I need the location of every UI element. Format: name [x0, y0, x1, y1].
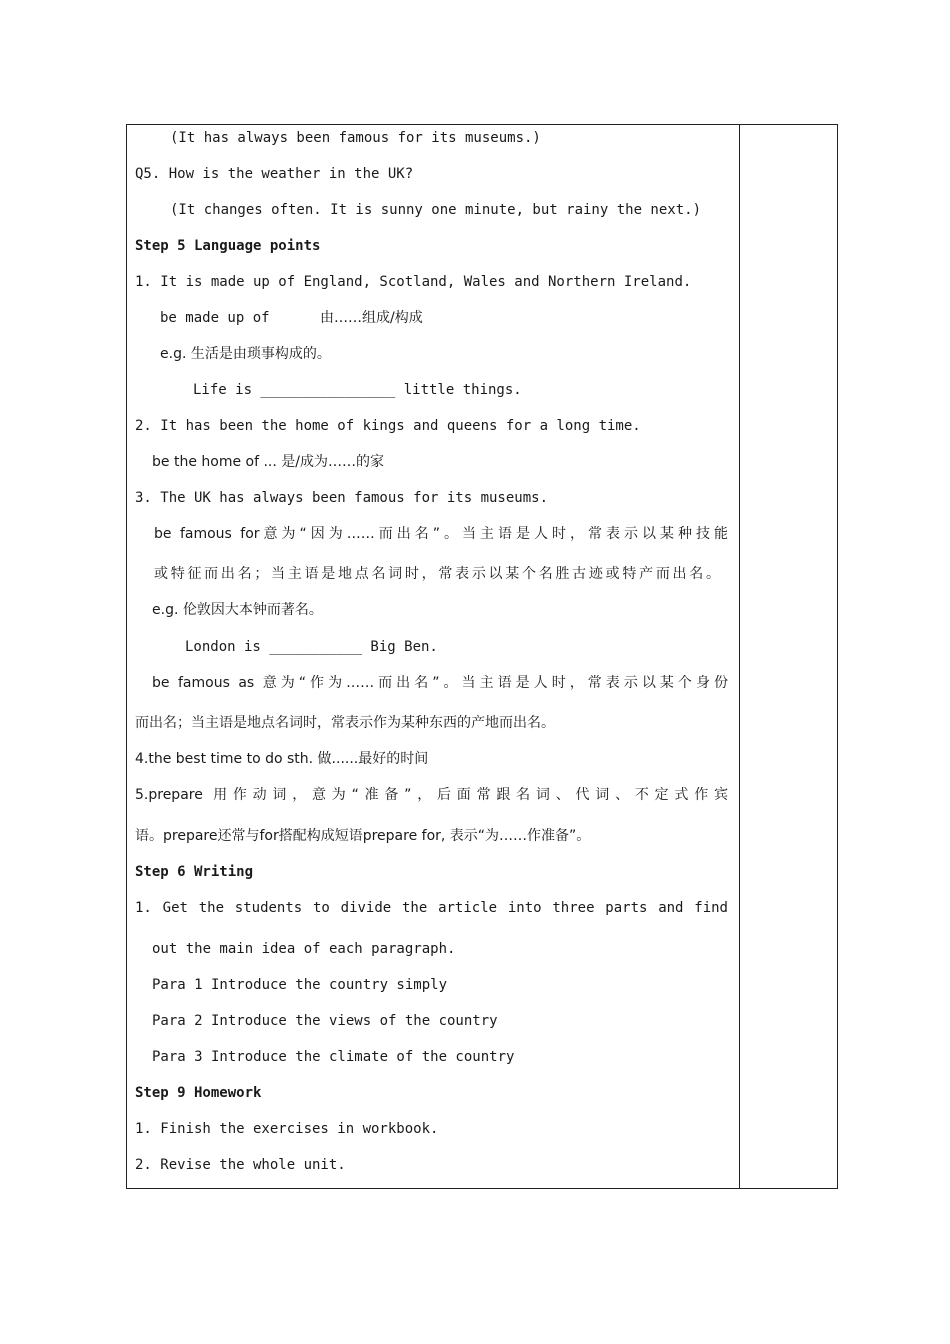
- para-2-summary: Para 2 Introduce the views of the country: [152, 1013, 498, 1029]
- answer-text-q5: (It changes often. It is sunny one minute, but rainy the next.): [170, 202, 702, 218]
- point-5-explanation-2: 语。prepare还常与for搭配构成短语prepare for, 表示“为……作准备”。: [135, 828, 591, 844]
- example-2-blank: London is ___________ Big Ben.: [185, 639, 438, 655]
- step-6-heading: Step 6 Writing: [135, 864, 254, 880]
- point-3-sentence: 3. The UK has always been famous for its museums.: [135, 490, 549, 506]
- point-4-sentence: 4.the best time to do sth. 做......最好的时间: [135, 751, 429, 767]
- step-9-heading: Step 9 Homework: [135, 1085, 262, 1101]
- answer-text-q4: (It has always been famous for its museums.): [170, 130, 541, 146]
- homework-item-2: 2. Revise the whole unit.: [135, 1157, 346, 1173]
- example-2-prompt: e.g. 伦敦因大本钟而著名。: [152, 602, 323, 618]
- step-5-heading: Step 5 Language points: [135, 238, 321, 254]
- famous-as-explanation-2: 而出名；当主语是地点名词时，常表示作为某种东西的产地而出名。: [135, 715, 555, 731]
- point-2-sentence: 2. It has been the home of kings and queens for a long time.: [135, 418, 641, 434]
- phrase-home-of: be the home of ... 是/成为……的家: [152, 454, 384, 470]
- question-q5: Q5. How is the weather in the UK?: [135, 166, 414, 182]
- example-1-blank: Life is ________________ little things.: [193, 382, 522, 398]
- famous-for-explanation-2: 或特征而出名；当主语是地点名词时，常表示以某个名胜古迹或特产而出名。: [154, 566, 720, 582]
- para-1-summary: Para 1 Introduce the country simply: [152, 977, 448, 993]
- phrase-made-up-of: be made up of: [160, 310, 270, 326]
- homework-item-1: 1. Finish the exercises in workbook.: [135, 1121, 439, 1137]
- writing-task-1: 1. Get the students to divide the article into three parts and find: [135, 900, 728, 916]
- phrase-made-up-of-meaning: 由……组成/构成: [320, 310, 423, 326]
- point-5-explanation-1: 5.prepare 用作动词，意为“准备”，后面常跟名词、代词、不定式作宾: [135, 787, 728, 803]
- famous-for-explanation-1: be famous for意为“因为……而出名”。当主语是人时，常表示以某种技能: [154, 526, 728, 542]
- column-divider: [739, 125, 740, 1188]
- writing-task-1-continued: out the main idea of each paragraph.: [152, 941, 456, 957]
- point-1-sentence: 1. It is made up of England, Scotland, Wales and Northern Ireland.: [135, 274, 692, 290]
- example-1-prompt: e.g. 生活是由琐事构成的。: [160, 346, 331, 362]
- famous-as-explanation-1: be famous as 意为“作为……而出名”。当主语是人时，常表示以某个身份: [152, 675, 728, 691]
- para-3-summary: Para 3 Introduce the climate of the country: [152, 1049, 515, 1065]
